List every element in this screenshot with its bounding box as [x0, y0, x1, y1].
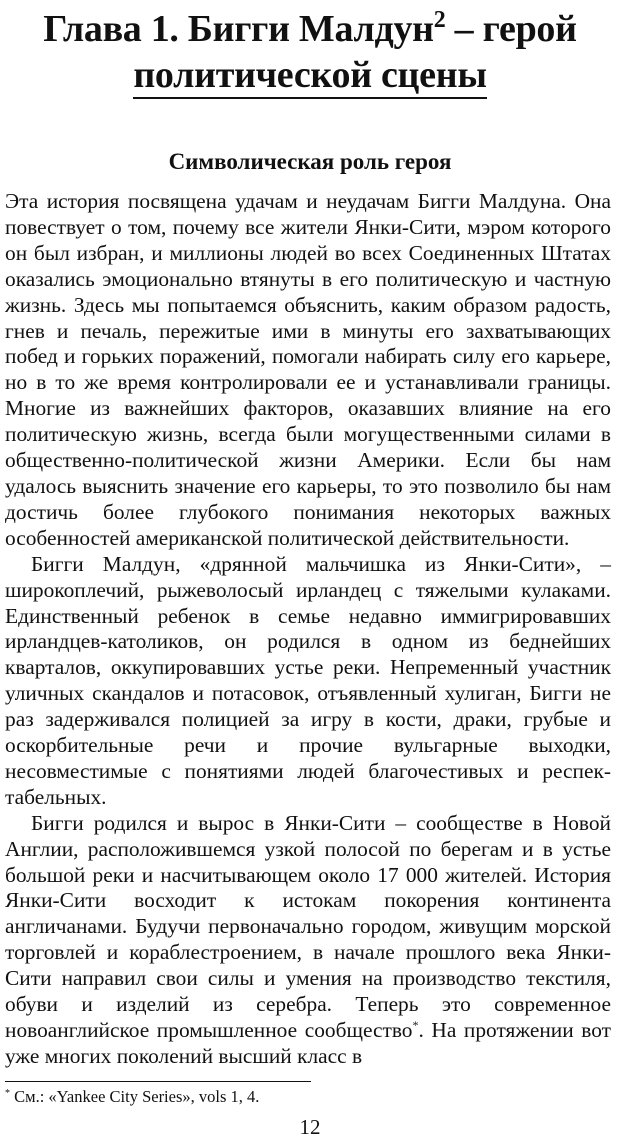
chapter-title-note-marker: 2 — [433, 7, 446, 33]
chapter-title — [0, 6, 620, 99]
paragraph-text: Бигги родился и вырос в Янки-Сити – сообществе в Новой Англии, расположившемся узкой полосой по берегам и в устье большой реки и насчитывающем около 17 000 жителей. История Янки-Сити восходит к истокам покорения континента англичанами. Будучи первоначально городом, живущим морской торговлей и кораблестроением, в начале прошлого века Янки-Сити направил свои силы и умения на производство текстиля, обуви и изделий из серебра. Теперь это современное новоанглийское промышленное сообщество — [5, 810, 611, 1042]
paragraph-text-end: . На протяжении вот уже многих поколений высший класс в — [5, 1018, 611, 1068]
footnote-divider — [5, 1081, 311, 1082]
paragraph — [5, 811, 611, 1070]
paragraph: Эта история посвящена удачам и неудачам Бигги Малдуна. Она повествует о том, почему все жители Янки-Сити, мэром которого он был избран, и миллионы людей во всех Соединенных Штатах оказались эмоционально втянуты в его политическую и частную жизнь. Здесь мы попытаемся объяснить, каким образом радость, гнев и печаль, пережитые ими в минуты его захватывающих побед и горьких поражений, помогали набирать силу его карьере, но в то же время контролировали ее и устанавливали границы. Многие из важнейших факторов, оказавших влияние на его политическую жизнь, всегда были могущественными силами в общественно-политической жизни Америки. Если бы нам удалось выяснить значение его карьеры, то это позволило бы нам достичь более глубокого понимания некоторых важных особенностей американской политической действительности. — [5, 189, 611, 550]
paragraph: Бигги Малдун, «дрянной мальчишка из Янки-Сити», – широкоплечий, рыжеволосый ирландец с тяжелыми кулаками. Единственный ребенок в семье недавно иммигрировавших ирландцев-католиков, он родился в одном из беднейших кварталов, оккупировавших устье реки. Непременный участник уличных скандалов и потасовок, отъявленный хулиган, Бигги не раз задерживался полицией за игру в кости, драки, грубые и оскорбительные речи и прочие вульгарные выходки, несовместимые с понятиями людей благочестивых и респектабельных. — [5, 551, 611, 809]
page-number: 12 — [299, 1115, 321, 1139]
section-title: Символическая роль героя — [168, 149, 452, 174]
chapter-title-line-1 — [0, 6, 620, 52]
footnote-marker: * — [5, 1088, 10, 1099]
chapter-title-line-2: политической сцены — [133, 54, 486, 99]
chapter-title-text-end: – герой — [445, 8, 577, 50]
footnote-reference: * — [412, 1018, 419, 1032]
body-text — [5, 189, 611, 1070]
footnote-text: См.: «Yankee City Series», vols 1, 4. — [10, 1087, 260, 1106]
footnote — [5, 1087, 611, 1107]
chapter-title-text: Глава 1. Бигги Малдун — [43, 8, 434, 50]
